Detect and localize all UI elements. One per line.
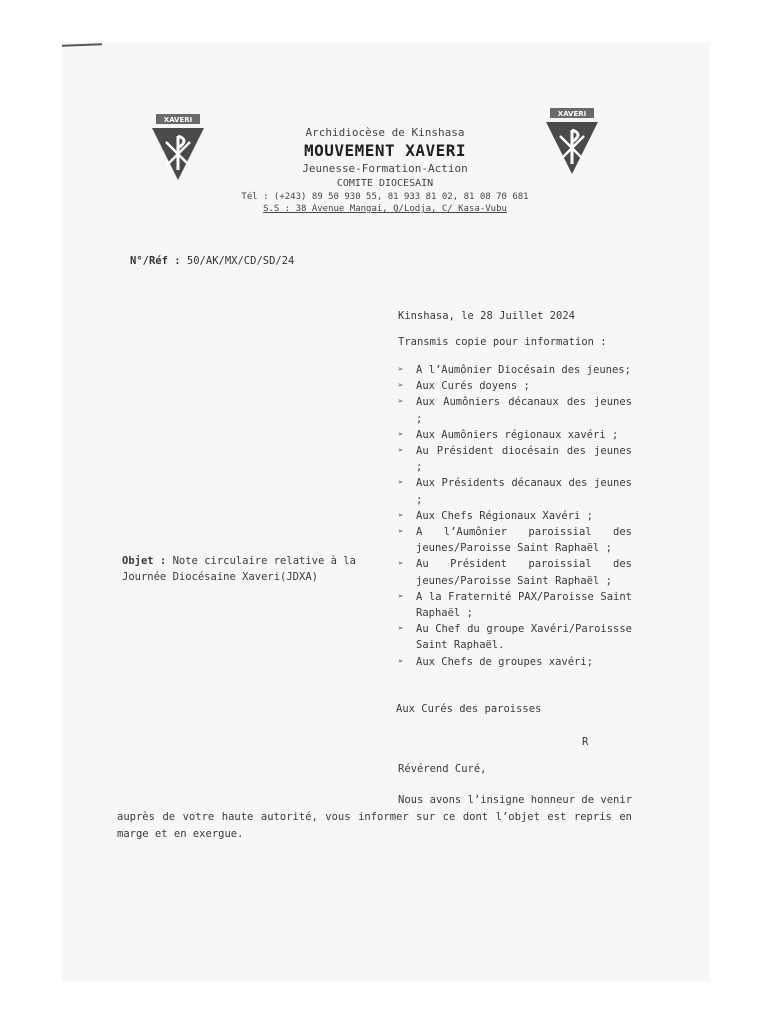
arrowhead-bullet-icon: ➢ — [398, 478, 404, 489]
phone-numbers: Tél : (+243) 89 50 930 55, 81 933 81 02, 81 08 70 681 — [241, 192, 529, 202]
arrowhead-bullet-icon: ➢ — [398, 446, 404, 457]
logo-banner-text: XAVERI — [557, 110, 587, 118]
address: S.S : 38 Avenue Mangai, Q/Lodja, C/ Kasa-Vubu — [263, 204, 507, 214]
archdiocese-name: Archidiocèse de Kinshasa — [305, 126, 465, 139]
salutation: Révérend Curé, — [398, 763, 487, 775]
committee-name: COMITE DIOCESAIN — [336, 178, 434, 189]
recipient-text: Aux Aumôniers décanaux des jeunes ; — [416, 396, 632, 425]
recipient-text: A l’Aumônier Diocésain des jeunes; — [416, 364, 631, 376]
reference-value: 50/AK/MX/CD/SD/24 — [186, 255, 295, 267]
recipient-item — [398, 654, 632, 670]
arrowhead-bullet-icon: ➢ — [398, 527, 404, 538]
subject-text: Note circulaire relative à la Journée Diocésaine Xaveri(JDXA) — [122, 555, 356, 583]
recipient-text: A l’Aumônier paroissial des jeunes/Paroisse Saint Raphaël ; — [416, 526, 632, 555]
body-paragraph: Nous avons l’insigne honneur de venir auprès de votre haute autorité, vous informer sur ce dont l’objet est repris en marge et en exergue. — [117, 794, 632, 840]
recipient-text: A la Fraternité PAX/Paroisse Saint Raphaël ; — [416, 590, 632, 620]
movement-name: MOUVEMENT XAVERI — [303, 141, 467, 160]
subject-label: Objet : — [122, 555, 167, 567]
recipient-item — [398, 394, 632, 426]
date-line: Kinshasa, le 28 Juillet 2024 — [398, 310, 576, 322]
arrowhead-bullet-icon: ➢ — [398, 624, 404, 635]
recipient-text: Aux Curés doyens ; — [416, 380, 530, 393]
logo-banner-text: XAVERI — [163, 116, 193, 124]
recipient-text: Au Président paroissial des jeunes/Paroisse Saint Raphaël ; — [416, 558, 632, 587]
recipient-item — [398, 508, 632, 524]
addressee: Aux Curés des paroisses — [396, 703, 542, 715]
movement-motto: Jeunesse-Formation-Action — [302, 162, 468, 175]
recipient-item — [398, 589, 632, 621]
reference-number — [130, 255, 294, 267]
recipient-text: Aux Aumôniers régionaux xavéri ; — [416, 428, 619, 441]
recipient-item — [398, 475, 632, 507]
margin-mark: R — [582, 736, 589, 748]
recipient-text: Au Chef du groupe Xavéri/Paroissse Saint Raphaël. — [416, 623, 632, 652]
recipient-text: Au Président diocésain des jeunes ; — [416, 445, 632, 474]
recipient-item — [398, 443, 632, 475]
recipient-item — [398, 621, 632, 653]
recipient-item — [398, 362, 632, 378]
recipient-item — [398, 556, 632, 588]
recipient-text: Aux Chefs Régionaux Xavéri ; — [416, 509, 594, 522]
arrowhead-bullet-icon: ➢ — [398, 559, 404, 570]
recipient-item — [398, 378, 632, 394]
recipient-item — [398, 524, 632, 556]
letterhead — [200, 126, 570, 214]
transmission-intro: Transmis copie pour information : — [398, 336, 607, 348]
arrowhead-bullet-icon: ➢ — [398, 656, 404, 667]
recipient-list — [398, 362, 632, 670]
arrowhead-bullet-icon: ➢ — [398, 397, 404, 408]
arrowhead-bullet-icon: ➢ — [398, 365, 404, 375]
recipient-text: Aux Présidents décanaux des jeunes ; — [416, 477, 632, 506]
reference-label: N°/Réf : — [130, 255, 181, 267]
arrowhead-bullet-icon: ➢ — [398, 381, 404, 392]
arrowhead-bullet-icon: ➢ — [398, 510, 404, 521]
recipient-item — [398, 427, 632, 443]
arrowhead-bullet-icon: ➢ — [398, 429, 404, 440]
recipient-text: Aux Chefs de groupes xavéri; — [416, 655, 594, 668]
subject-block — [122, 553, 362, 585]
arrowhead-bullet-icon: ➢ — [398, 591, 404, 602]
